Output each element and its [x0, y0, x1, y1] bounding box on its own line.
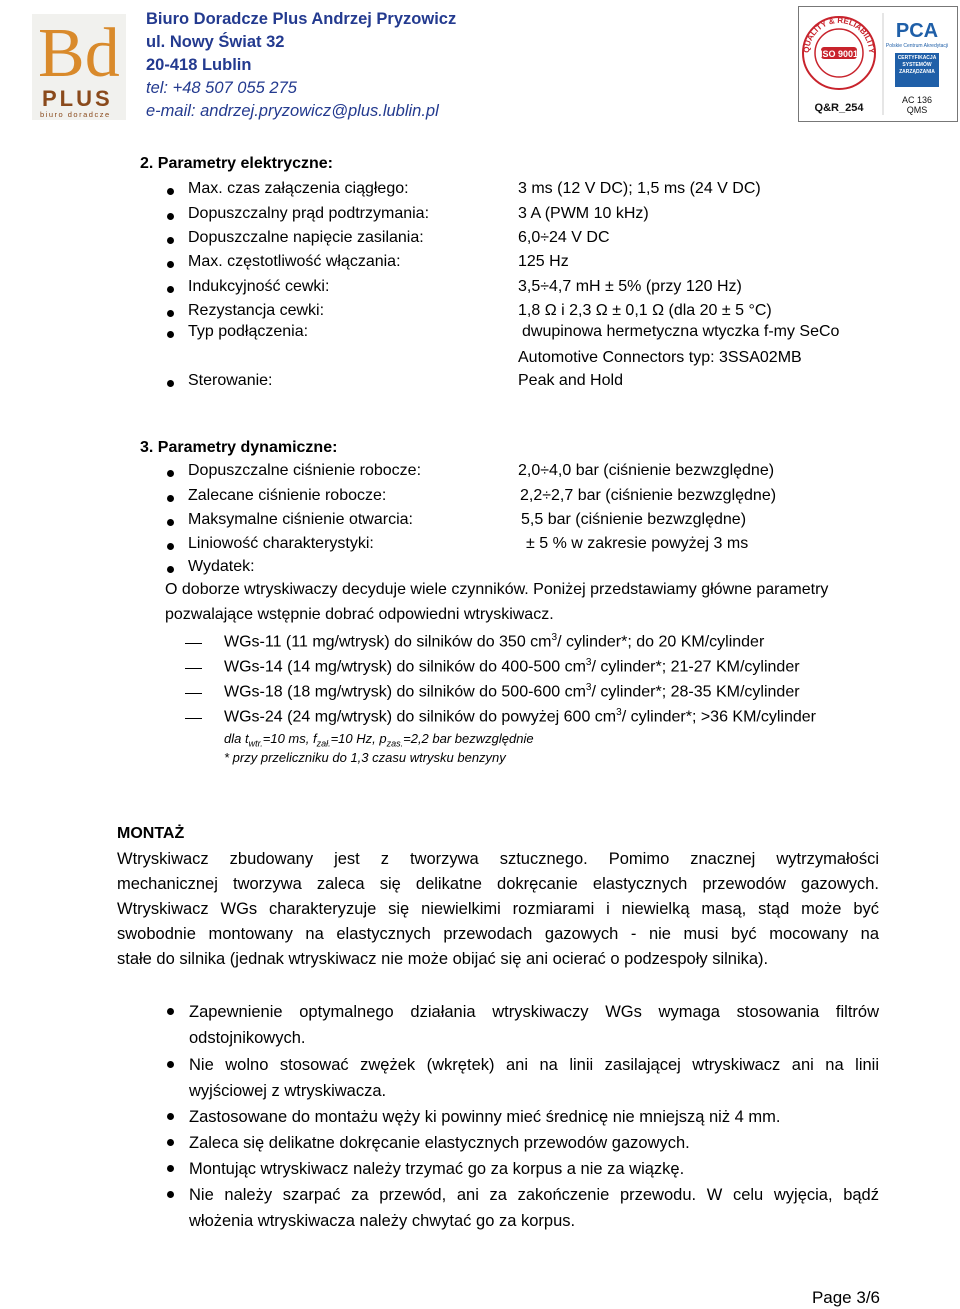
param-label: Maksymalne ciśnienie otwarcia: [188, 511, 413, 528]
montaz-bullet-line: Zastosowane do montażu węży ki powinny mieć średnicę nie mniejszą niż 4 mm. [189, 1108, 781, 1126]
injector-model-item [160, 632, 880, 656]
model-superscript: 3 [585, 657, 592, 668]
dynamic-paragraph-line-1: O doborze wtryskiwaczy decyduje wiele czynników. Poniżej przedstawiamy główne parametry [165, 581, 829, 598]
note-part: =10 Hz, p [330, 731, 387, 746]
dynamic-row [160, 487, 880, 511]
bullet-icon [167, 519, 174, 526]
electrical-row-continuation [160, 349, 880, 373]
param-label: Max. częstotliwość włączania: [188, 253, 401, 270]
param-value: 3,5÷4,7 mH ± 5% (przy 120 Hz) [518, 278, 742, 295]
pca-box-text: CERTYFIKACJA SYSTEMÓW ZARZĄDZANIA [897, 55, 937, 75]
param-value: ± 5 % w zakresie powyżej 3 ms [526, 535, 749, 552]
contact-block [146, 8, 456, 123]
dash-icon [185, 693, 202, 694]
bullet-icon [167, 1191, 174, 1198]
montaz-paragraph-line: Wtryskiwacz zbudowany jest z tworzywa sztucznego. Pomimo znacznej wytrzymałości [117, 850, 879, 868]
pca-logo: PCA [895, 20, 939, 42]
bullet-icon [167, 566, 174, 573]
param-value: 5,5 bar (ciśnienie bezwzględne) [521, 511, 747, 528]
dynamic-paragraph-line-2: pozwalające wstępnie dobrać odpowiedni wtryskiwacz. [165, 606, 554, 623]
dynamic-row [160, 511, 880, 535]
model-text-tail: / cylinder*; 28-35 KM/cylinder [591, 683, 800, 701]
bullet-icon [167, 1139, 174, 1146]
model-superscript: 3 [585, 682, 592, 693]
ac-number: AC 136 [901, 95, 933, 105]
iso-label: ISO 9001 [819, 49, 859, 59]
certification-badges [798, 6, 958, 122]
bullet-icon [167, 1113, 174, 1120]
montaz-bullet-line: Zapewnienie optymalnego działania wtryskiwaczy WGs wymaga stosowania filtrów [189, 1003, 879, 1021]
param-label: Zalecane ciśnienie robocze: [188, 487, 387, 504]
param-value: Peak and Hold [518, 372, 623, 389]
param-value: 125 Hz [518, 253, 569, 270]
param-value: 6,0÷24 V DC [518, 229, 610, 246]
montaz-heading: MONTAŻ [117, 825, 185, 842]
param-label: Indukcyjność cewki: [188, 278, 330, 295]
company-city: 20-418 Lublin [146, 56, 252, 74]
montaz-bullet-line: Zaleca się delikatne dokręcanie elastycznych przewodów gazowych. [189, 1134, 690, 1152]
model-superscript: 3 [616, 707, 622, 718]
conditions-note [224, 731, 534, 749]
electrical-row [160, 180, 880, 204]
param-value: 2,0÷4,0 bar (ciśnienie bezwzględne) [518, 462, 775, 479]
model-text: WGs-14 (14 mg/wtrysk) do silników do 400-500 cm [224, 658, 586, 676]
montaz-bullet-line: Nie należy szarpać za przewód, ani za zakończenie przewodu. W celu wyjęcia, bądź [189, 1186, 879, 1204]
company-phone: tel: +48 507 055 275 [146, 79, 297, 97]
conversion-note: * przy przeliczniku do 1,3 czasu wtrysku benzyny [224, 750, 506, 765]
company-logo [32, 14, 126, 120]
logo-mark: Bd [38, 15, 120, 92]
logo-word: PLUS [42, 86, 113, 111]
montaz-paragraph-line: stałe do silnika (jednak wtryskiwacz nie może obijać się ani ocierać o podzespoły silnika). [117, 950, 769, 968]
company-name: Biuro Doradcze Plus Andrzej Pryzowicz [146, 10, 457, 28]
montaz-bullet-line: wyjściowej z wtryskiwacza. [189, 1082, 387, 1100]
note-subscript: zał. [316, 738, 331, 749]
param-label: Dopuszczalne napięcie zasilania: [188, 229, 424, 246]
param-value: 2,2÷2,7 bar (ciśnienie bezwzględne) [520, 487, 777, 504]
electrical-row [160, 229, 880, 253]
param-label: Liniowość charakterystyki: [188, 535, 374, 552]
dash-icon [185, 668, 202, 669]
dynamic-heading: 3. Parametry dynamiczne: [140, 439, 338, 456]
dash-icon [185, 718, 202, 719]
model-text-tail: / cylinder*; do 20 KM/cylinder [557, 633, 765, 651]
bullet-icon [167, 1008, 174, 1015]
model-text: WGs-18 (18 mg/wtrysk) do silników do 500-600 cm [224, 683, 586, 701]
bullet-icon [167, 286, 174, 293]
param-value: dwupinowa hermetyczna wtyczka f-my SeCo [522, 323, 840, 340]
bullet-icon [167, 1061, 174, 1068]
param-label: Sterowanie: [188, 372, 273, 389]
montaz-paragraph-line: swobodnie montowany na elastycznych przewodach gazowych - nie musi być mocowany na [117, 925, 879, 943]
electrical-row [160, 323, 880, 347]
bullet-icon [167, 213, 174, 220]
param-label: Rezystancja cewki: [188, 302, 325, 319]
montaz-bullet-line: Nie wolno stosować zwężek (wkrętek) ani na linii zasilającej wtryskiwacz ani na linii [189, 1056, 879, 1074]
bullet-icon [167, 380, 174, 387]
montaz-paragraph-line: mechanicznej tworzywa zaleca się delikatne dokręcanie elastycznych przewodów gazowych. [117, 875, 879, 893]
dynamic-row [160, 535, 880, 559]
page-number: Page 3/6 [811, 1288, 880, 1307]
param-value: Automotive Connectors typ: 3SSA02MB [518, 349, 802, 366]
company-street: ul. Nowy Świat 32 [146, 33, 285, 51]
logo-sub: biuro doradcze [40, 110, 111, 119]
param-label: Dopuszczalne ciśnienie robocze: [188, 462, 422, 479]
bullet-icon [167, 310, 174, 317]
injector-model-item [160, 707, 880, 731]
bd-plus-logo-graphic [32, 14, 126, 120]
bullet-icon [167, 1165, 174, 1172]
model-text-tail: / cylinder*; >36 KM/cylinder [621, 708, 816, 726]
param-label: Max. czas załączenia ciągłego: [188, 180, 409, 197]
param-label: Typ podłączenia: [188, 323, 309, 340]
bullet-icon [167, 188, 174, 195]
param-value: 3 ms (12 V DC); 1,5 ms (24 V DC) [518, 180, 761, 197]
electrical-heading: 2. Parametry elektryczne: [140, 155, 333, 172]
note-part: =2,2 bar bezwzględnie [403, 731, 534, 746]
company-email[interactable]: e-mail: andrzej.pryzowicz@plus.lublin.pl [146, 102, 439, 120]
dynamic-row [160, 558, 880, 582]
model-text-tail: / cylinder*; 21-27 KM/cylinder [591, 658, 800, 676]
note-part: dla t [224, 731, 249, 746]
param-label: Dopuszczalny prąd podtrzymania: [188, 205, 430, 222]
model-text: WGs-24 (24 mg/wtrysk) do silników do powyżej 600 cm [224, 708, 617, 726]
dynamic-row [160, 462, 880, 486]
note-subscript: zas. [386, 738, 404, 749]
note-part: =10 ms, f [262, 731, 317, 746]
model-text: WGs-11 (11 mg/wtrysk) do silników do 350 cm [224, 633, 552, 651]
qr-code-label: Q&R_254 [814, 102, 864, 114]
bullet-icon [167, 543, 174, 550]
bullet-icon [167, 237, 174, 244]
model-superscript: 3 [551, 632, 558, 643]
electrical-row [160, 372, 880, 396]
electrical-row [160, 278, 880, 302]
param-value: 1,8 Ω i 2,3 Ω ± 0,1 Ω (dla 20 ± 5 °C) [518, 302, 772, 319]
montaz-bullet-line: włożenia wtryskiwacza należy chwytać go za korpus. [189, 1212, 576, 1230]
montaz-bullet-line: Montując wtryskiwacz należy trzymać go za korpus a nie za wiązkę. [189, 1160, 685, 1178]
electrical-row [160, 253, 880, 277]
electrical-row [160, 205, 880, 229]
dash-icon [185, 643, 202, 644]
pca-subtitle: Polskie Centrum Akredytacji [885, 43, 949, 49]
seal-ring-text: QUALITY & RELIABILITY [801, 15, 877, 54]
iso-qr-seal-icon [799, 7, 957, 121]
param-label: Wydatek: [188, 558, 255, 575]
qms-label: QMS [906, 105, 928, 115]
montaz-paragraph-line: Wtryskiwacz WGs charakteryzuje się niewielkimi rozmiarami i niewielką masą, stąd może być [117, 900, 879, 918]
bullet-icon [167, 261, 174, 268]
montaz-bullet-line: odstojnikowych. [189, 1029, 306, 1047]
injector-model-item [160, 657, 880, 681]
bullet-icon [167, 495, 174, 502]
bullet-icon [167, 331, 174, 338]
note-subscript: wtr. [248, 738, 263, 749]
bullet-icon [167, 470, 174, 477]
injector-model-item [160, 682, 880, 706]
param-value: 3 A (PWM 10 kHz) [518, 205, 649, 222]
